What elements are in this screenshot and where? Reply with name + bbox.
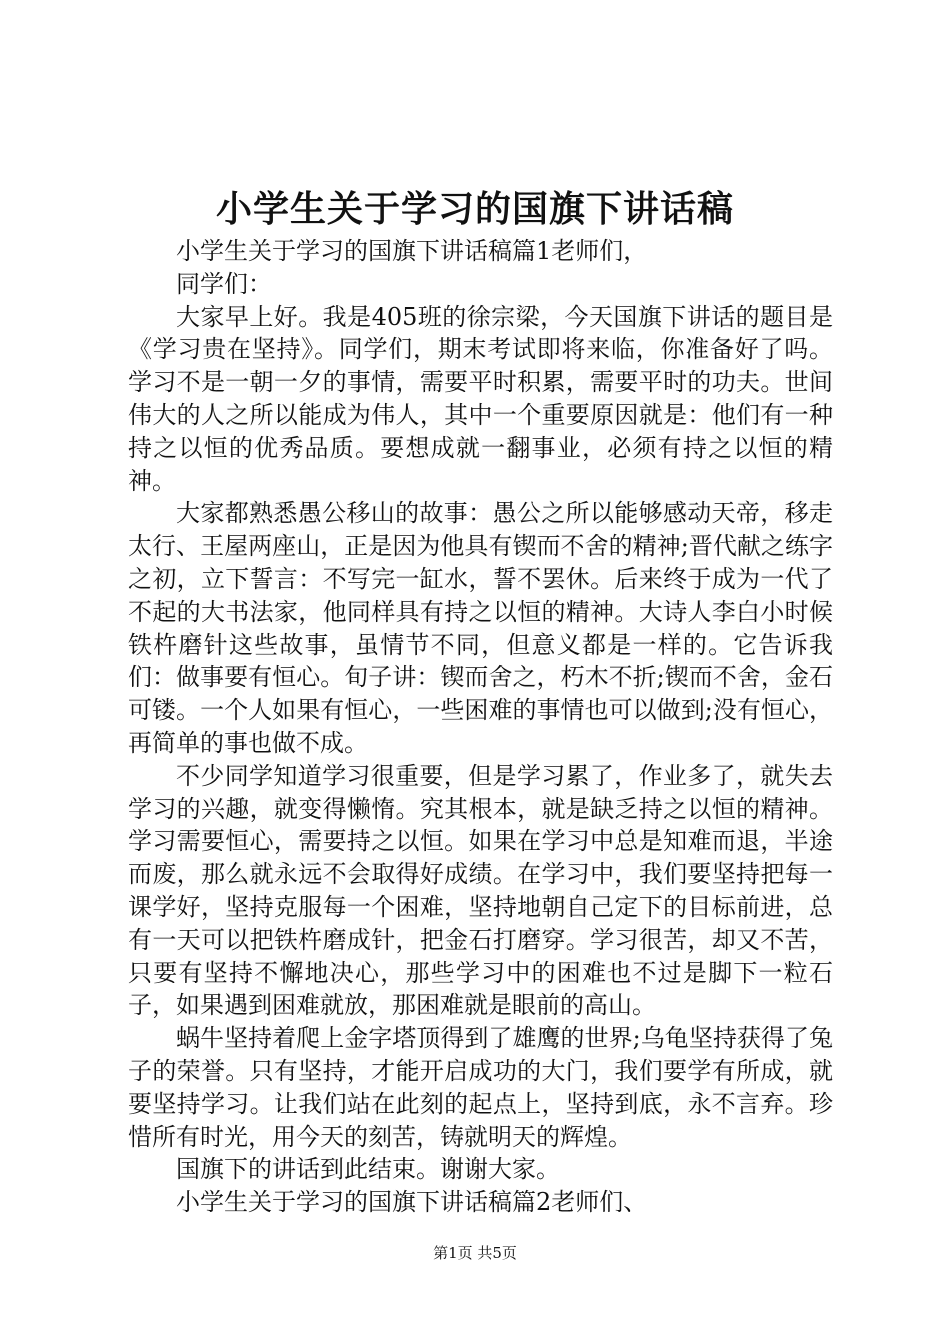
paragraph-6: 蜗牛坚持着爬上金字塔顶得到了雄鹰的世界;乌龟坚持获得了兔子的荣誉。只有坚持，才能开启成功的大门，我们要学有所成，就要坚持学习。让我们站在此刻的起点上，坚持到底，永不言弃。珍惜所有时光，用今天的刻苦，铸就明天的辉煌。: [128, 1024, 833, 1151]
document-body: [128, 235, 833, 1219]
paragraph-5: 不少同学知道学习很重要，但是学习累了，作业多了，就失去学习的兴趣，就变得懒惰。究其根本，就是缺乏持之以恒的精神。学习需要恒心，需要持之以恒。如果在学习中总是知难而退，半途而废，那么就永远不会取得好成绩。在学习中，我们要坚持把每一课学好，坚持克服每一个困难，坚持地朝自己定下的目标前进，总有一天可以把铁杵磨成针，把金石打磨穿。学习很苦，却又不苦，只要有坚持不懈地决心，那些学习中的困难也不过是脚下一粒石子，如果遇到困难就放，那困难就是眼前的高山。: [128, 761, 833, 1020]
page-footer: 第1页 共5页: [433, 1244, 517, 1262]
paragraph-7: 国旗下的讲话到此结束。谢谢大家。: [176, 1155, 560, 1184]
paragraph-1: 小学生关于学习的国旗下讲话稿篇1老师们，: [176, 237, 648, 265]
paragraph-3: 大家早上好。我是405班的徐宗梁，今天国旗下讲话的题目是《学习贵在坚持》。同学们，期末考试即将来临，你准备好了吗。学习不是一朝一夕的事情，需要平时积累，需要平时的功夫。世间伟大的人之所以能成为伟人，其中一个重要原因就是：他们有一种持之以恒的优秀品质。要想成就一翻事业，必须有持之以恒的精神。: [128, 302, 833, 495]
paragraph-2: 同学们：: [176, 269, 272, 298]
paragraph-4: 大家都熟悉愚公移山的故事：愚公之所以能够感动天帝，移走太行、王屋两座山，正是因为他具有锲而不舍的精神;晋代献之练字之初，立下誓言：不写完一缸水，誓不罢休。后来终于成为一代了不起的大书法家，他同样具有持之以恒的精神。大诗人李白小时候铁杵磨针这些故事，虽情节不同，但意义都是一样的。它告诉我们：做事要有恒心。旬子讲：锲而舍之，朽木不折;锲而不舍，金石可镂。一个人如果有恒心，一些困难的事情也可以做到;没有恒心，再简单的事也做不成。: [128, 499, 833, 757]
document-title: 小学生关于学习的国旗下讲话稿: [215, 188, 734, 230]
paragraph-8: 小学生关于学习的国旗下讲话稿篇2老师们、: [176, 1188, 648, 1217]
